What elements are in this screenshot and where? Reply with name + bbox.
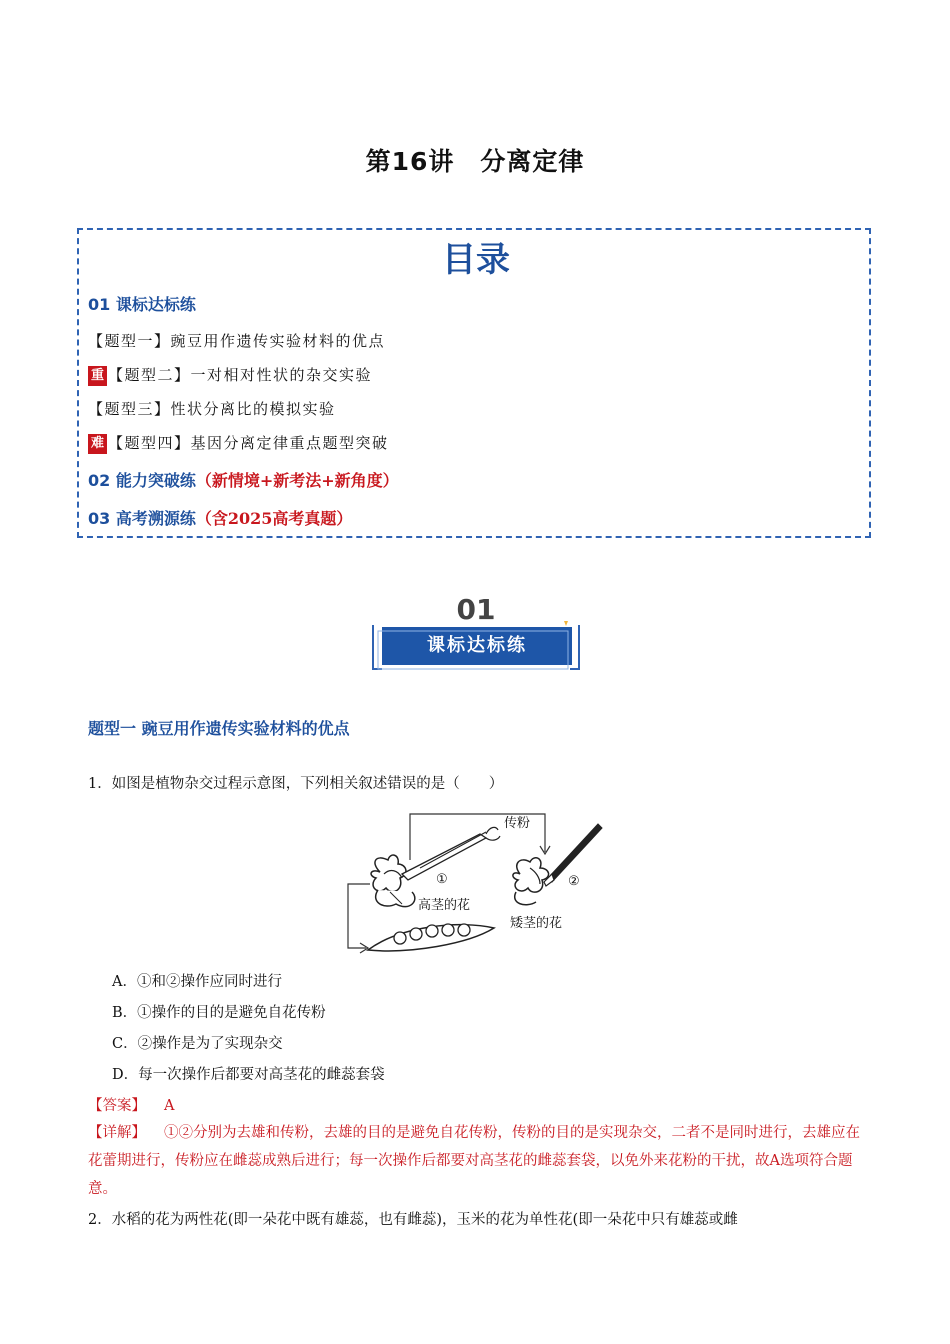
option-b[interactable]: B．①操作的目的是避免自花传粉 <box>112 1005 326 1021</box>
toc-box <box>77 228 871 538</box>
toc-section-num: 02 <box>88 471 111 490</box>
toc-item-type2[interactable] <box>88 364 372 386</box>
option-d[interactable]: D．每一次操作后都要对高茎花的雌蕊套袋 <box>112 1067 385 1083</box>
detail-label: 【详解】 <box>88 1125 146 1141</box>
toc-section-01[interactable] <box>88 292 196 315</box>
banner-label: 课标达标练 <box>427 635 527 656</box>
toc-item-text: 【题型四】基因分离定律重点题型突破 <box>108 434 389 452</box>
toc-section-note: （含2025高考真题） <box>195 509 353 528</box>
banner-number: 01 <box>456 593 496 626</box>
detail-text: ①②分别为去雄和传粉，去雄的目的是避免自花传粉，传粉的目的是实现杂交，二者不是同时进行，去雄应在花蕾期进行，传粉应在雌蕊成熟后进行；每一次操作后都要对高茎花的雌蕊套袋，以免外来花粉的干扰，故A选项符合题意。 <box>88 1125 860 1197</box>
toc-section-02[interactable] <box>88 468 399 491</box>
toc-item-text: 【题型三】性状分离比的模拟实验 <box>88 400 336 418</box>
label-op1: ① <box>436 872 448 887</box>
question-type-heading: 题型一 豌豆用作遗传实验材料的优点 <box>88 719 350 738</box>
question-1-stem: 1．如图是植物杂交过程示意图，下列相关叙述错误的是（ ） <box>88 776 504 792</box>
detail-explanation <box>88 1119 868 1203</box>
option-c[interactable]: C．②操作是为了实现杂交 <box>112 1036 283 1052</box>
toc-section-num: 03 <box>88 509 111 528</box>
answer-label: 【答案】 <box>88 1098 146 1114</box>
toc-item-type1[interactable] <box>88 330 385 351</box>
toc-section-num: 01 <box>88 295 111 314</box>
label-op2: ② <box>568 874 580 889</box>
option-a[interactable]: A．①和②操作应同时进行 <box>112 974 282 990</box>
section-banner <box>370 593 582 673</box>
toc-section-note: （新情境+新考法+新角度） <box>195 471 399 490</box>
answer-line <box>88 1094 174 1115</box>
answer-value: A <box>164 1098 175 1114</box>
toc-item-text: 【题型二】一对相对性状的杂交实验 <box>108 366 373 384</box>
difficult-badge: 难 <box>88 434 107 454</box>
question-2-stem: 2．水稻的花为两性花(即一朵花中既有雄蕊，也有雌蕊)，玉米的花为单性花(即一朵花中只有雄蕊或雌 <box>88 1212 738 1228</box>
hybridization-figure <box>340 812 610 960</box>
key-badge: 重 <box>88 366 107 386</box>
page-title: 第16讲 分离定律 <box>365 147 585 176</box>
toc-section-03[interactable] <box>88 506 352 529</box>
toc-section-label: 课标达标练 <box>115 295 196 314</box>
toc-section-label: 高考溯源练 <box>115 509 196 528</box>
label-pollination: 传粉 <box>504 816 531 831</box>
label-tall-flower: 高茎的花 <box>418 898 471 913</box>
toc-item-text: 【题型一】豌豆用作遗传实验材料的优点 <box>88 332 386 350</box>
toc-section-label: 能力突破练 <box>115 471 196 490</box>
toc-item-type4[interactable] <box>88 432 389 454</box>
toc-heading: 目录 <box>442 240 510 280</box>
label-short-flower: 矮茎的花 <box>510 916 563 931</box>
toc-item-type3[interactable] <box>88 398 336 419</box>
